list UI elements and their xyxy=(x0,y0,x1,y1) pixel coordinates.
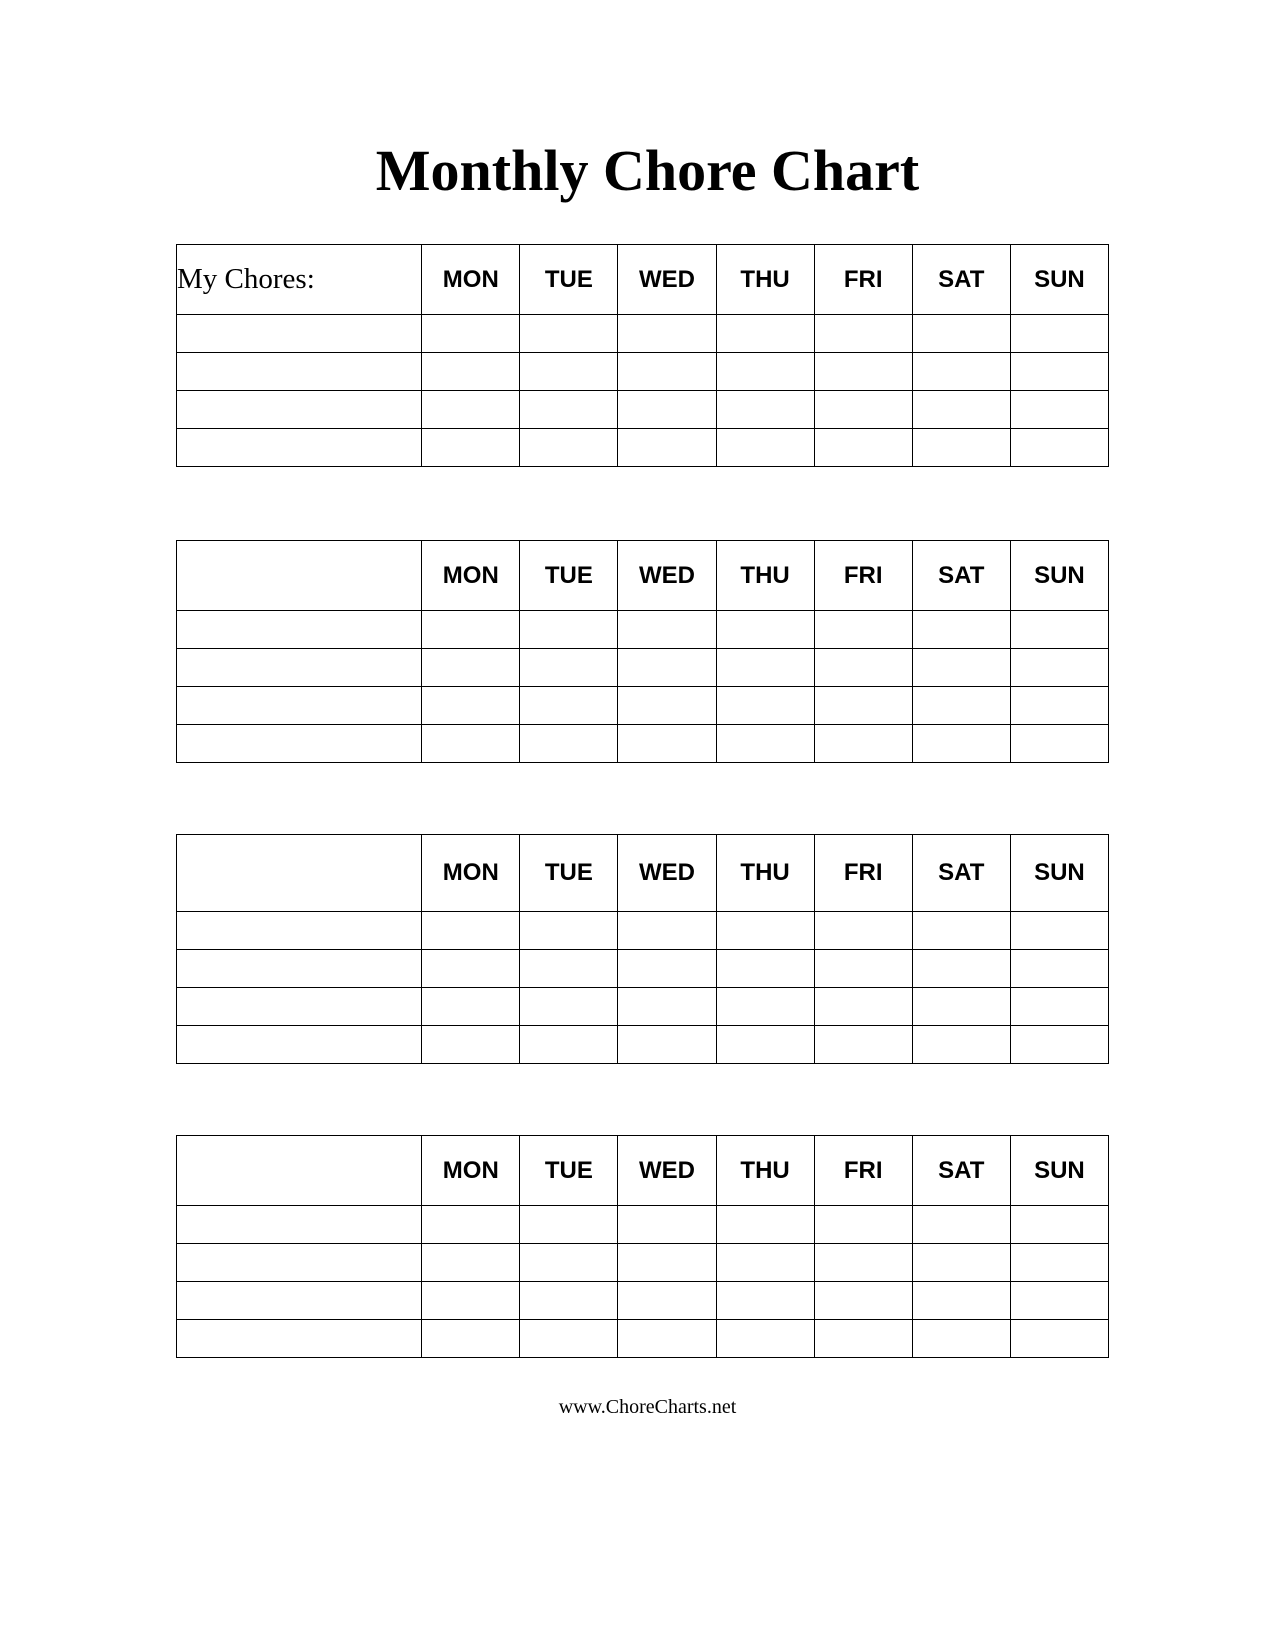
chore-check-cell[interactable] xyxy=(716,1244,814,1282)
chore-check-cell[interactable] xyxy=(422,1206,520,1244)
day-header-wed: WED xyxy=(618,1136,716,1206)
chore-check-cell[interactable] xyxy=(618,1244,716,1282)
chore-check-cell[interactable] xyxy=(422,1244,520,1282)
chore-check-cell[interactable] xyxy=(716,725,814,763)
chore-check-cell[interactable] xyxy=(912,391,1010,429)
chore-check-cell[interactable] xyxy=(814,1320,912,1358)
day-header-sat: SAT xyxy=(912,541,1010,611)
chore-check-cell[interactable] xyxy=(520,725,618,763)
header-row xyxy=(177,1136,1109,1206)
chore-check-cell[interactable] xyxy=(716,988,814,1026)
chore-check-cell[interactable] xyxy=(520,611,618,649)
chores-label xyxy=(177,835,422,912)
chore-check-cell[interactable] xyxy=(1010,1282,1108,1320)
chore-check-cell[interactable] xyxy=(422,1026,520,1064)
chore-check-cell[interactable] xyxy=(912,988,1010,1026)
chore-check-cell[interactable] xyxy=(912,649,1010,687)
chore-check-cell[interactable] xyxy=(912,1244,1010,1282)
chores-label xyxy=(177,541,422,611)
chore-name-cell[interactable] xyxy=(177,391,422,429)
chore-check-cell[interactable] xyxy=(716,391,814,429)
chore-check-cell[interactable] xyxy=(422,687,520,725)
chore-name-cell[interactable] xyxy=(177,1206,422,1244)
chore-check-cell[interactable] xyxy=(520,315,618,353)
chore-check-cell[interactable] xyxy=(814,988,912,1026)
chore-name-cell[interactable] xyxy=(177,988,422,1026)
chore-check-cell[interactable] xyxy=(520,391,618,429)
day-header-wed: WED xyxy=(618,541,716,611)
chore-check-cell[interactable] xyxy=(1010,725,1108,763)
chore-check-cell[interactable] xyxy=(814,391,912,429)
chore-check-cell[interactable] xyxy=(814,611,912,649)
chore-check-cell[interactable] xyxy=(814,1282,912,1320)
day-header-mon: MON xyxy=(422,835,520,912)
chore-check-cell[interactable] xyxy=(618,950,716,988)
chore-check-cell[interactable] xyxy=(618,611,716,649)
day-header-sun: SUN xyxy=(1010,541,1108,611)
header-row xyxy=(177,835,1109,912)
chore-check-cell[interactable] xyxy=(520,687,618,725)
chores-label xyxy=(177,1136,422,1206)
chore-name-cell[interactable] xyxy=(177,950,422,988)
table-row xyxy=(177,912,1109,950)
chore-table-week-4 xyxy=(176,1135,1109,1358)
chore-check-cell[interactable] xyxy=(1010,912,1108,950)
chore-check-cell[interactable] xyxy=(912,611,1010,649)
header-row xyxy=(177,245,1109,315)
chore-check-cell[interactable] xyxy=(422,950,520,988)
day-header-mon: MON xyxy=(422,541,520,611)
day-header-thu: THU xyxy=(716,835,814,912)
table-row xyxy=(177,988,1109,1026)
chore-check-cell[interactable] xyxy=(618,912,716,950)
day-header-tue: TUE xyxy=(520,835,618,912)
day-header-tue: TUE xyxy=(520,245,618,315)
chore-check-cell[interactable] xyxy=(716,649,814,687)
chore-check-cell[interactable] xyxy=(716,1320,814,1358)
table-row xyxy=(177,687,1109,725)
chore-name-cell[interactable] xyxy=(177,353,422,391)
chore-name-cell[interactable] xyxy=(177,725,422,763)
chore-check-cell[interactable] xyxy=(716,1026,814,1064)
chore-check-cell[interactable] xyxy=(716,687,814,725)
day-header-thu: THU xyxy=(716,245,814,315)
chore-check-cell[interactable] xyxy=(422,912,520,950)
day-header-sat: SAT xyxy=(912,245,1010,315)
chore-check-cell[interactable] xyxy=(1010,649,1108,687)
day-header-fri: FRI xyxy=(814,245,912,315)
chore-check-cell[interactable] xyxy=(1010,687,1108,725)
chore-check-cell[interactable] xyxy=(912,1320,1010,1358)
chore-check-cell[interactable] xyxy=(814,649,912,687)
chore-check-cell[interactable] xyxy=(422,611,520,649)
chore-check-cell[interactable] xyxy=(912,725,1010,763)
chore-check-cell[interactable] xyxy=(912,429,1010,467)
chore-check-cell[interactable] xyxy=(1010,611,1108,649)
chore-check-cell[interactable] xyxy=(716,353,814,391)
chore-check-cell[interactable] xyxy=(422,988,520,1026)
chore-check-cell[interactable] xyxy=(422,315,520,353)
day-header-mon: MON xyxy=(422,245,520,315)
chore-check-cell[interactable] xyxy=(716,950,814,988)
chore-table-week-1 xyxy=(176,244,1109,467)
day-header-tue: TUE xyxy=(520,541,618,611)
chore-name-cell[interactable] xyxy=(177,912,422,950)
chore-check-cell[interactable] xyxy=(814,1244,912,1282)
chore-check-cell[interactable] xyxy=(1010,1026,1108,1064)
table-row xyxy=(177,315,1109,353)
table-row xyxy=(177,353,1109,391)
table-row xyxy=(177,1244,1109,1282)
day-header-tue: TUE xyxy=(520,1136,618,1206)
chore-check-cell[interactable] xyxy=(618,649,716,687)
header-row xyxy=(177,541,1109,611)
day-header-sun: SUN xyxy=(1010,835,1108,912)
table-row xyxy=(177,1206,1109,1244)
footer-url: www.ChoreCharts.net xyxy=(558,1396,737,1418)
chore-check-cell[interactable] xyxy=(1010,988,1108,1026)
chore-check-cell[interactable] xyxy=(618,988,716,1026)
chore-check-cell[interactable] xyxy=(1010,950,1108,988)
table-row xyxy=(177,725,1109,763)
day-header-fri: FRI xyxy=(814,541,912,611)
chore-check-cell[interactable] xyxy=(1010,1206,1108,1244)
chore-check-cell[interactable] xyxy=(1010,1244,1108,1282)
chore-check-cell[interactable] xyxy=(912,950,1010,988)
chore-name-cell[interactable] xyxy=(177,429,422,467)
chore-check-cell[interactable] xyxy=(422,1320,520,1358)
chore-check-cell[interactable] xyxy=(814,315,912,353)
chore-name-cell[interactable] xyxy=(177,1320,422,1358)
chore-check-cell[interactable] xyxy=(520,429,618,467)
day-header-fri: FRI xyxy=(814,1136,912,1206)
chore-check-cell[interactable] xyxy=(422,649,520,687)
chore-check-cell[interactable] xyxy=(716,1206,814,1244)
chore-check-cell[interactable] xyxy=(520,950,618,988)
page-title: Monthly Chore Chart xyxy=(375,138,920,203)
chore-check-cell[interactable] xyxy=(520,649,618,687)
table-row xyxy=(177,950,1109,988)
chore-check-cell[interactable] xyxy=(1010,1320,1108,1358)
table-row xyxy=(177,1282,1109,1320)
day-header-sat: SAT xyxy=(912,835,1010,912)
chore-check-cell[interactable] xyxy=(814,429,912,467)
chore-check-cell[interactable] xyxy=(618,391,716,429)
table-row xyxy=(177,429,1109,467)
chore-check-cell[interactable] xyxy=(618,1282,716,1320)
chore-check-cell[interactable] xyxy=(1010,353,1108,391)
day-header-sat: SAT xyxy=(912,1136,1010,1206)
chore-check-cell[interactable] xyxy=(716,315,814,353)
chore-table-week-3 xyxy=(176,834,1109,1064)
table-row xyxy=(177,1026,1109,1064)
chore-check-cell[interactable] xyxy=(618,1320,716,1358)
table-row xyxy=(177,1320,1109,1358)
chore-check-cell[interactable] xyxy=(814,725,912,763)
table-row xyxy=(177,649,1109,687)
chore-name-cell[interactable] xyxy=(177,1026,422,1064)
chore-check-cell[interactable] xyxy=(912,1282,1010,1320)
chore-check-cell[interactable] xyxy=(618,1026,716,1064)
chore-check-cell[interactable] xyxy=(716,1282,814,1320)
chore-check-cell[interactable] xyxy=(422,429,520,467)
chore-check-cell[interactable] xyxy=(814,353,912,391)
chore-check-cell[interactable] xyxy=(814,1206,912,1244)
chore-check-cell[interactable] xyxy=(520,1244,618,1282)
chore-check-cell[interactable] xyxy=(618,687,716,725)
day-header-sun: SUN xyxy=(1010,1136,1108,1206)
chore-check-cell[interactable] xyxy=(618,429,716,467)
chore-check-cell[interactable] xyxy=(422,353,520,391)
chore-name-cell[interactable] xyxy=(177,687,422,725)
chore-check-cell[interactable] xyxy=(912,1206,1010,1244)
chore-check-cell[interactable] xyxy=(814,912,912,950)
chore-check-cell[interactable] xyxy=(618,1206,716,1244)
chore-name-cell[interactable] xyxy=(177,1244,422,1282)
chores-label: My Chores: xyxy=(177,245,422,315)
chore-check-cell[interactable] xyxy=(520,1282,618,1320)
chore-check-cell[interactable] xyxy=(716,611,814,649)
chore-check-cell[interactable] xyxy=(912,1026,1010,1064)
chore-name-cell[interactable] xyxy=(177,1282,422,1320)
chore-check-cell[interactable] xyxy=(618,353,716,391)
chore-check-cell[interactable] xyxy=(422,1282,520,1320)
chore-check-cell[interactable] xyxy=(618,315,716,353)
chore-name-cell[interactable] xyxy=(177,315,422,353)
day-header-sun: SUN xyxy=(1010,245,1108,315)
day-header-mon: MON xyxy=(422,1136,520,1206)
chore-check-cell[interactable] xyxy=(716,912,814,950)
chore-check-cell[interactable] xyxy=(422,725,520,763)
chore-check-cell[interactable] xyxy=(814,1026,912,1064)
day-header-wed: WED xyxy=(618,835,716,912)
chore-check-cell[interactable] xyxy=(814,950,912,988)
day-header-thu: THU xyxy=(716,1136,814,1206)
chore-check-cell[interactable] xyxy=(422,391,520,429)
chore-check-cell[interactable] xyxy=(1010,429,1108,467)
chore-check-cell[interactable] xyxy=(520,912,618,950)
chore-table-week-2 xyxy=(176,540,1109,763)
chore-check-cell[interactable] xyxy=(912,912,1010,950)
table-row xyxy=(177,391,1109,429)
chore-check-cell[interactable] xyxy=(520,1026,618,1064)
chore-check-cell[interactable] xyxy=(520,1320,618,1358)
chore-check-cell[interactable] xyxy=(912,353,1010,391)
chore-check-cell[interactable] xyxy=(1010,391,1108,429)
chore-check-cell[interactable] xyxy=(520,988,618,1026)
chore-check-cell[interactable] xyxy=(716,429,814,467)
day-header-wed: WED xyxy=(618,245,716,315)
chore-name-cell[interactable] xyxy=(177,611,422,649)
chore-name-cell[interactable] xyxy=(177,649,422,687)
day-header-thu: THU xyxy=(716,541,814,611)
chore-check-cell[interactable] xyxy=(618,725,716,763)
day-header-fri: FRI xyxy=(814,835,912,912)
chore-check-cell[interactable] xyxy=(912,315,1010,353)
chore-check-cell[interactable] xyxy=(912,687,1010,725)
chore-check-cell[interactable] xyxy=(520,353,618,391)
chore-check-cell[interactable] xyxy=(1010,315,1108,353)
chore-check-cell[interactable] xyxy=(520,1206,618,1244)
chore-check-cell[interactable] xyxy=(814,687,912,725)
table-row xyxy=(177,611,1109,649)
